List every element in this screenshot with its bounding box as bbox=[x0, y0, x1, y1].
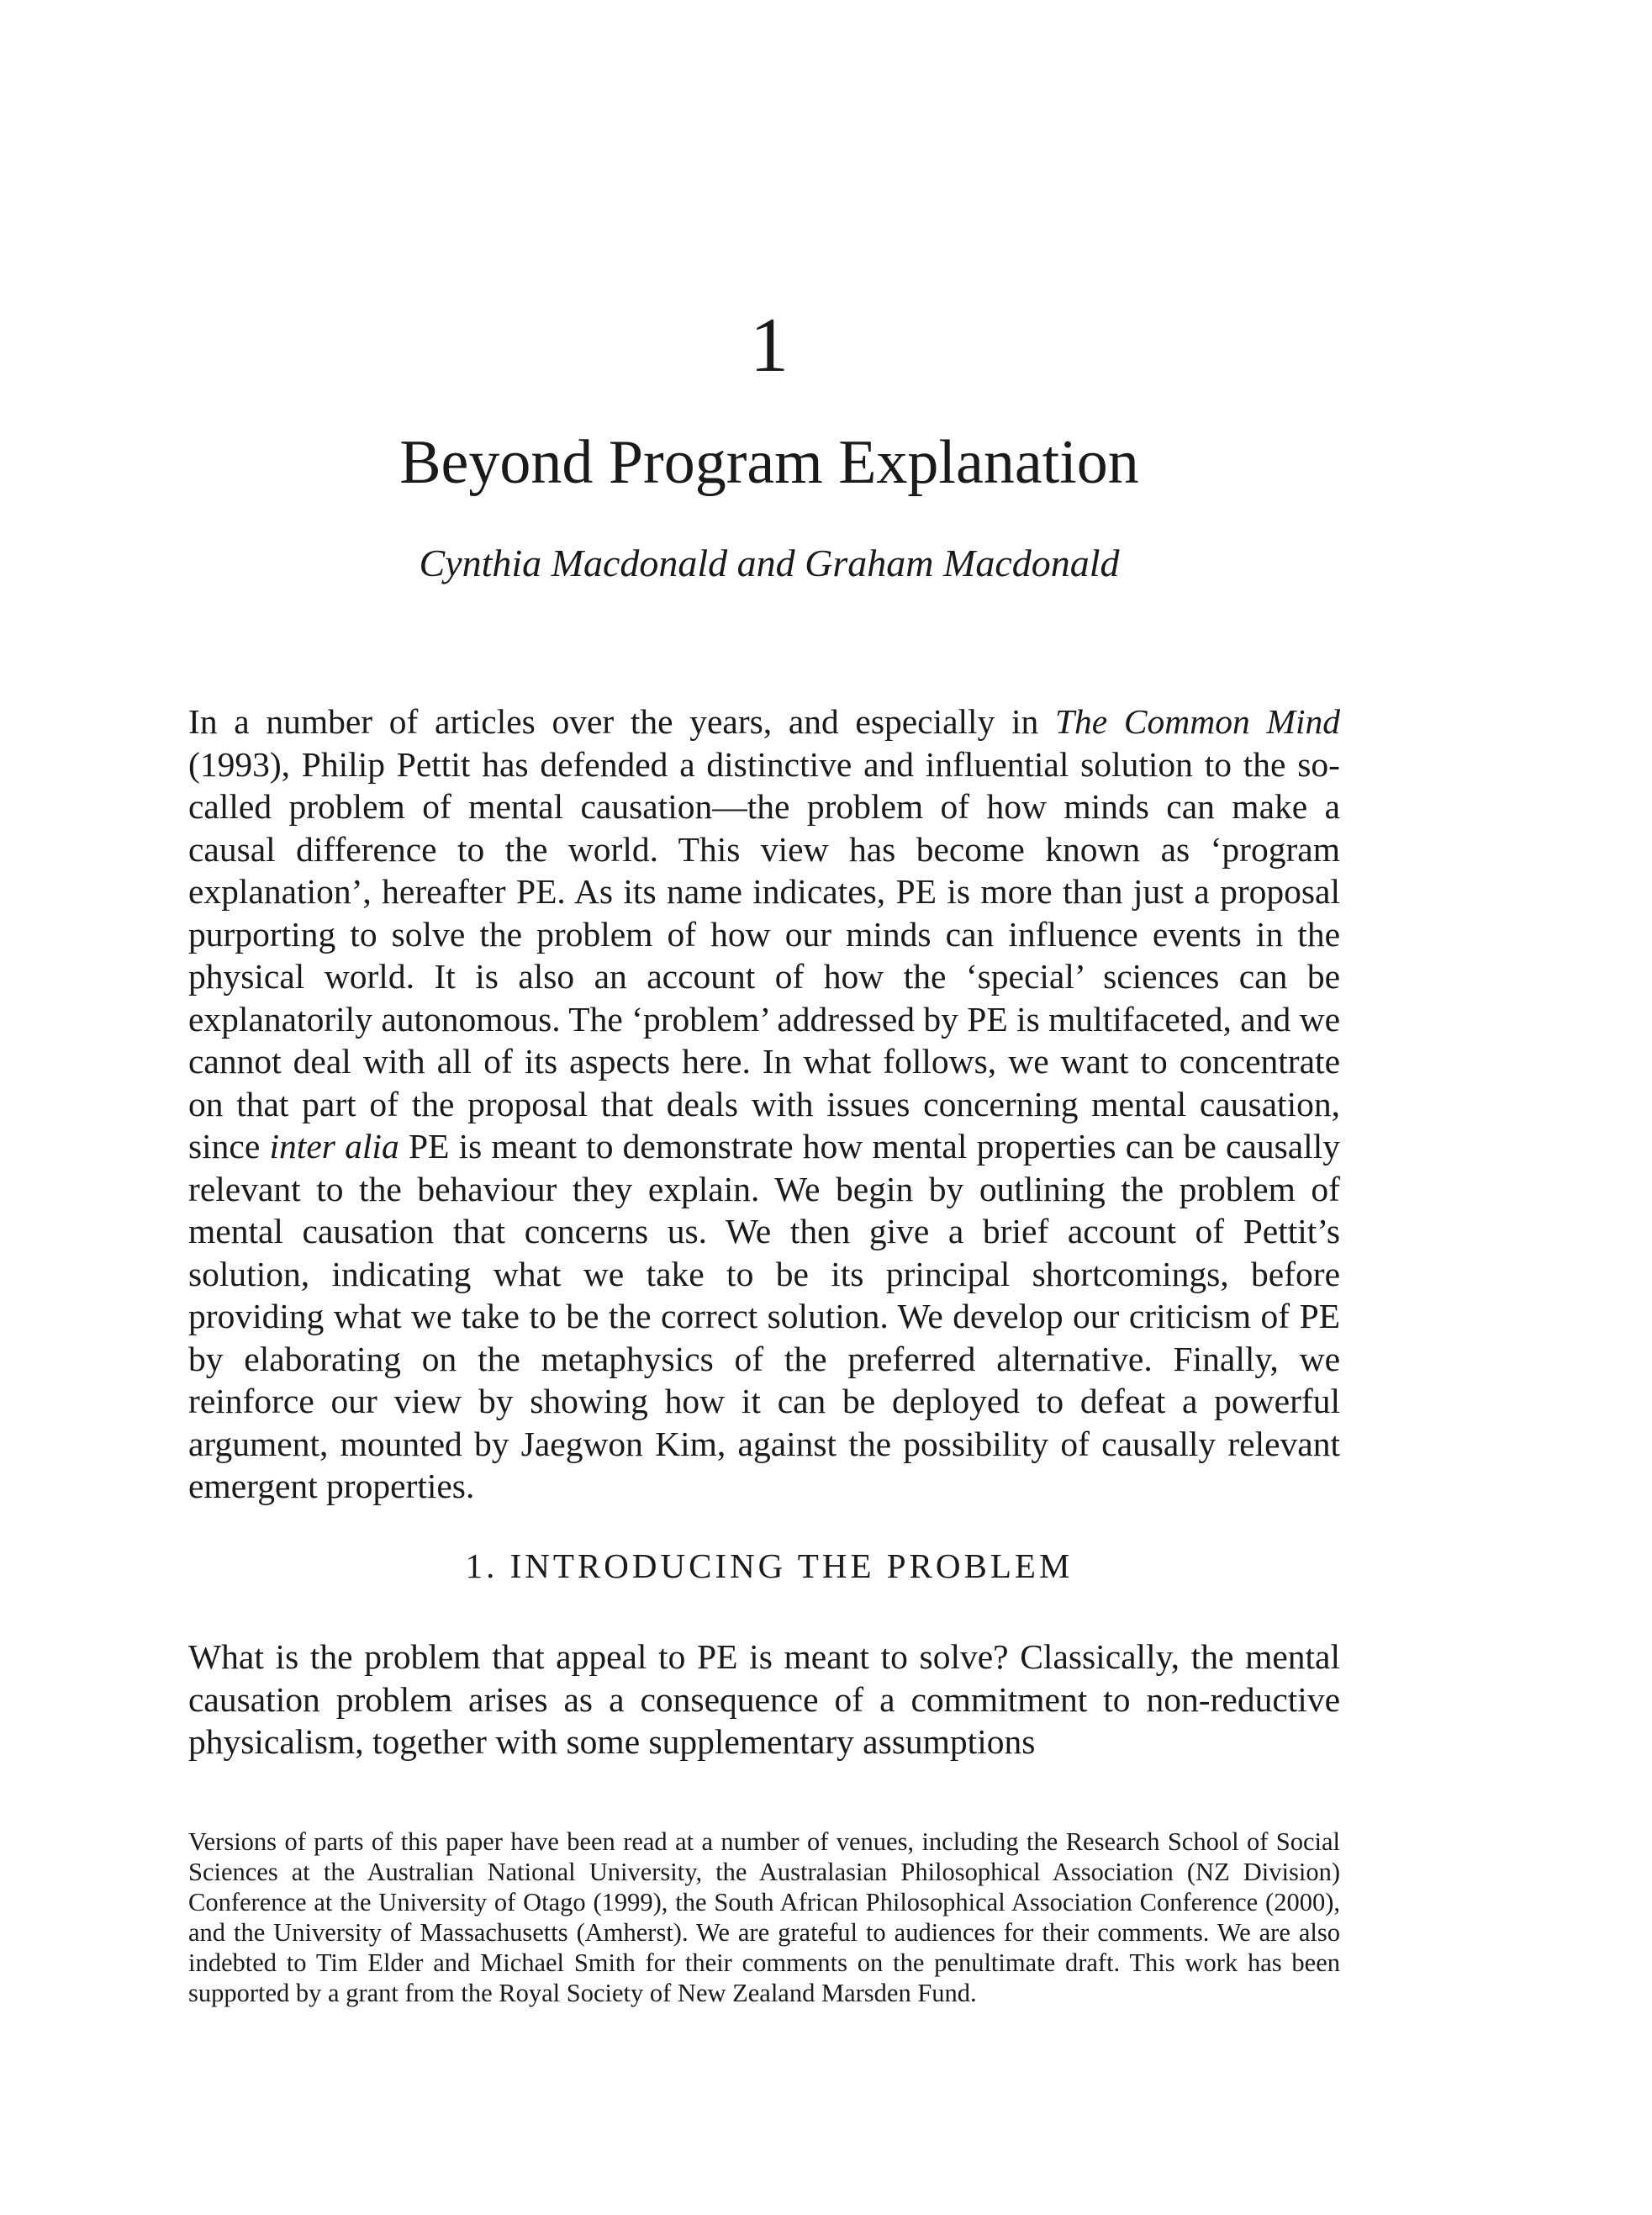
chapter-number: 1 bbox=[750, 302, 789, 388]
chapter-title: Beyond Program Explanation bbox=[399, 428, 1139, 497]
intro-text-part1: In a number of articles over the years, and especially in bbox=[188, 702, 1055, 741]
latin-phrase: inter alia bbox=[269, 1127, 399, 1166]
intro-paragraph bbox=[188, 700, 1340, 1508]
book-title: The Common Mind bbox=[1054, 702, 1341, 741]
footnote: Versions of parts of this paper have been read at a number of venues, including the Research School of Social Sciences at the Australian National University, the Australasian Philosophical Association (NZ Division) Conference at the University of Otago (1999), the South African Philosophical Association Conference (2000), and the University of Massachusetts (Amherst). We are grateful to audiences for their comments. We are also indebted to Tim Elder and Michael Smith for their comments on the penultimate draft. This work has been supported by a grant from the Royal Society of New Zealand Marsden Fund. bbox=[188, 1827, 1340, 2007]
intro-text-part2: (1993), Philip Pettit has defended a distinctive and influential solution to the so-called problem of mental causation—the problem of how minds can make a causal difference to the world. This view has become known as ‘program explanation’, hereafter PE. As its name indicates, PE is more than just a proposal purporting to solve the problem of how our minds can influence events in the physical world. It is also an account of how the ‘special’ sciences can be explanatorily autonomous. The ‘problem’ addressed by PE is multifaceted, and we cannot deal with all of its aspects here. In what follows, we want to concentrate on that part of the proposal that deals with issues concerning mental causation, since bbox=[188, 744, 1340, 1166]
chapter-authors: Cynthia Macdonald and Graham Macdonald bbox=[419, 542, 1120, 584]
section-heading: 1. INTRODUCING THE PROBLEM bbox=[465, 1546, 1074, 1585]
intro-text-part3: PE is meant to demonstrate how mental properties can be causally relevant to the behaviour they explain. We begin by outlining the problem of mental causation that concerns us. We then give a brief account of Pettit’s solution, indicating what we take to be its principal shortcomings, before providing what we take to be the correct solution. We develop our criticism of PE by elaborating on the metaphysics of the preferred alternative. Finally, we reinforce our view by showing how it can be deployed to defeat a powerful argument, mounted by Jaegwon Kim, against the possibility of causally relevant emergent properties. bbox=[188, 1127, 1340, 1505]
section-paragraph: What is the problem that appeal to PE is meant to solve? Classically, the mental causation problem arises as a consequence of a commitment to non-reductive physicalism, together with some supplementary assumptions bbox=[188, 1637, 1340, 1761]
